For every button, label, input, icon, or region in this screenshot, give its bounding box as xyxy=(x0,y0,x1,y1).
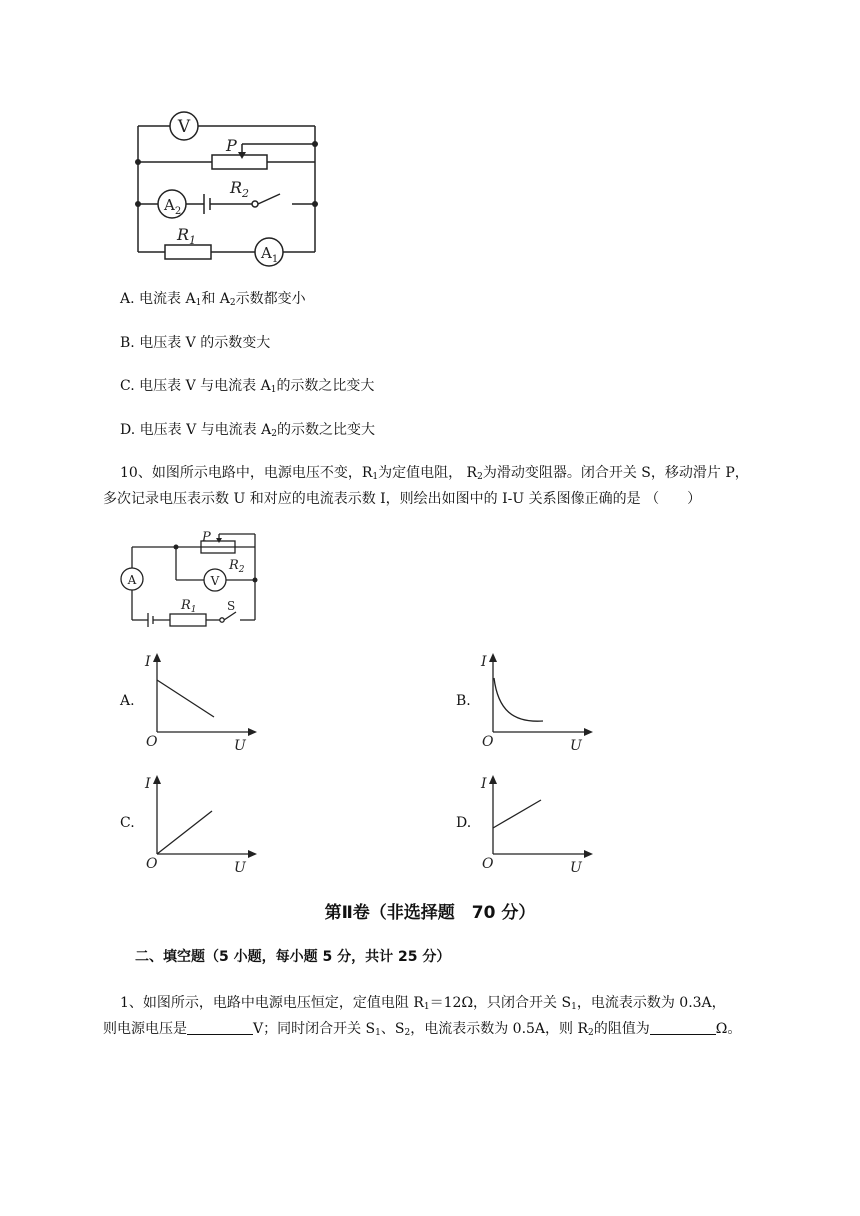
svg-text:U: U xyxy=(570,860,582,876)
q10-voltmeter-label: V xyxy=(210,574,220,588)
q10-graph-b xyxy=(478,650,598,755)
q9-r1-label: $R_1$ xyxy=(177,225,197,247)
answer-blank-resistance[interactable] xyxy=(650,1020,716,1035)
svg-text:U: U xyxy=(570,738,582,754)
svg-text:I: I xyxy=(145,776,151,792)
q9-r2-label: $R_2$ xyxy=(230,178,250,200)
q10-stem-line1: 10、如图所示电路中，电源电压不变，$R_1$为定值电阻， $R_2$为滑动变阻器。闭合开关 S，移动滑片 P， xyxy=(120,465,749,482)
q9-a1-label: $A_1$ xyxy=(261,244,279,265)
q9-a2-label: $A_2$ xyxy=(164,196,182,217)
q9-option-b: B. 电压表 V 的示数变大 xyxy=(120,335,271,351)
fill-q1-line1: 1、如图所示，电路中电源电压恒定，定值电阻 $R_1=12\Omega$，只闭合开关 $S_1$，电流表示数为 0.3A， xyxy=(120,995,726,1012)
q10-slider-label: P xyxy=(202,530,211,545)
q10-option-c-letter: C. xyxy=(120,815,135,831)
q10-stem-line2: 多次记录电压表示数 U 和对应的电流表示数 I，则绘出如图中的 I-U 关系图像正确的是 （ ） xyxy=(103,491,702,507)
svg-text:I: I xyxy=(145,654,151,670)
q10-ammeter-label: A xyxy=(127,573,137,587)
svg-text:U: U xyxy=(234,860,246,876)
section-2-title: 第Ⅱ卷（非选择题 70 分） xyxy=(324,903,536,923)
q9-voltmeter-label: V xyxy=(177,117,191,137)
svg-text:O: O xyxy=(482,856,494,872)
svg-text:O: O xyxy=(146,856,158,872)
section-2-subtitle: 二、填空题（5 小题，每小题 5 分，共计 25 分） xyxy=(135,949,451,965)
fill-q1-line2: 则电源电压是 V；同时闭合开关 $S_1$、$S_2$，电流表示数为 0.5A，则 $R_2$的阻值为 Ω。 xyxy=(103,1021,742,1038)
svg-text:O: O xyxy=(146,734,158,750)
q10-option-b-letter: B. xyxy=(456,693,471,709)
q10-circuit-diagram xyxy=(115,528,265,630)
q9-option-a: A. 电流表 $A_1$和 $A_2$示数都变小 xyxy=(120,291,306,308)
svg-text:U: U xyxy=(234,738,246,754)
q10-switch-label: S xyxy=(227,599,236,613)
answer-blank-voltage[interactable] xyxy=(187,1020,253,1035)
q10-graph-d xyxy=(478,772,598,877)
svg-text:I: I xyxy=(481,654,487,670)
q10-graph-c xyxy=(142,772,262,877)
svg-text:O: O xyxy=(482,734,494,750)
q9-circuit-diagram xyxy=(120,110,330,270)
q10-r2-label: $R_2$ xyxy=(229,558,245,575)
q9-slider-label: P xyxy=(226,136,237,155)
q10-graph-a xyxy=(142,650,262,755)
q10-r1-label: $R_1$ xyxy=(181,598,197,615)
q10-option-d-letter: D. xyxy=(456,815,472,831)
q9-option-d: D. 电压表 V 与电流表 $A_2$的示数之比变大 xyxy=(120,422,375,439)
q9-option-c: C. 电压表 V 与电流表 $A_1$的示数之比变大 xyxy=(120,378,375,395)
svg-text:I: I xyxy=(481,776,487,792)
q10-option-a-letter: A. xyxy=(120,693,135,709)
